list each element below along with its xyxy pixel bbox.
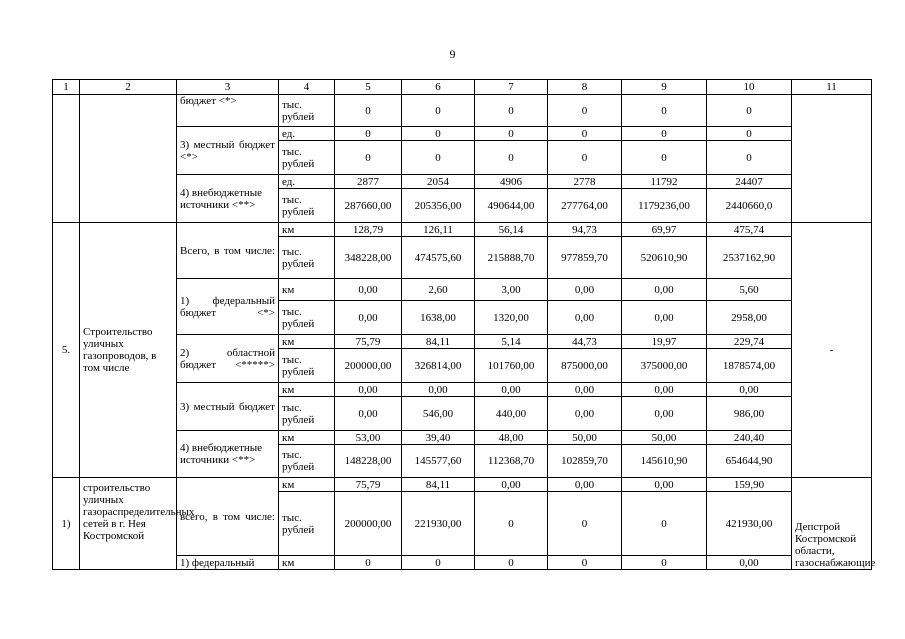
col-header: 9 xyxy=(622,80,707,95)
value-cell: 0 xyxy=(707,95,792,127)
source-cell: бюджет <*> xyxy=(177,95,279,127)
value-cell: 0 xyxy=(335,141,402,175)
value-cell: 11792 xyxy=(622,175,707,189)
value-cell: 50,00 xyxy=(622,431,707,445)
value-cell: 1179236,00 xyxy=(622,189,707,223)
source-cell: 3) местный бюджет xyxy=(177,383,279,431)
value-cell: 0 xyxy=(622,95,707,127)
unit-cell: км xyxy=(279,431,335,445)
value-cell: 0,00 xyxy=(622,279,707,301)
unit-cell: тыс. рублей xyxy=(279,445,335,478)
value-cell: 128,79 xyxy=(335,223,402,237)
unit-cell: тыс. рублей xyxy=(279,492,335,556)
unit-cell: ед. xyxy=(279,175,335,189)
value-cell: 475,74 xyxy=(707,223,792,237)
value-cell: 0 xyxy=(622,556,707,570)
value-cell: 474575,60 xyxy=(402,237,475,279)
source-cell: всего, в том числе: xyxy=(177,478,279,556)
col-header: 2 xyxy=(80,80,177,95)
value-cell: 0,00 xyxy=(707,383,792,397)
value-cell: 0 xyxy=(707,141,792,175)
value-cell: 75,79 xyxy=(335,478,402,492)
row-title-cell: Строительство уличных газопроводов, в том числе xyxy=(80,223,177,478)
col-header: 11 xyxy=(792,80,872,95)
value-cell: 0,00 xyxy=(622,301,707,335)
value-cell: 277764,00 xyxy=(548,189,622,223)
value-cell: 50,00 xyxy=(548,431,622,445)
table-row xyxy=(53,223,872,237)
value-cell: 0 xyxy=(548,556,622,570)
value-cell: 0,00 xyxy=(622,397,707,431)
value-cell: 229,74 xyxy=(707,335,792,349)
value-cell: 0 xyxy=(475,141,548,175)
col-header: 7 xyxy=(475,80,548,95)
value-cell: 0 xyxy=(622,492,707,556)
value-cell: 2958,00 xyxy=(707,301,792,335)
value-cell: 0 xyxy=(335,95,402,127)
value-cell: 421930,00 xyxy=(707,492,792,556)
value-cell: 0 xyxy=(402,127,475,141)
value-cell: 0 xyxy=(548,95,622,127)
value-cell: 1878574,00 xyxy=(707,349,792,383)
col-header: 4 xyxy=(279,80,335,95)
value-cell: 215888,70 xyxy=(475,237,548,279)
value-cell: 0,00 xyxy=(335,301,402,335)
value-cell: 0 xyxy=(335,127,402,141)
value-cell: 48,00 xyxy=(475,431,548,445)
value-cell: 2440660,0 xyxy=(707,189,792,223)
value-cell: 94,73 xyxy=(548,223,622,237)
value-cell: 102859,70 xyxy=(548,445,622,478)
value-cell: 221930,00 xyxy=(402,492,475,556)
value-cell: 0 xyxy=(475,556,548,570)
source-cell: 4) внебюджетные источники <**> xyxy=(177,431,279,478)
value-cell: 0 xyxy=(707,127,792,141)
value-cell: 875000,00 xyxy=(548,349,622,383)
value-cell: 0,00 xyxy=(622,383,707,397)
executor-cell: - xyxy=(792,223,872,478)
unit-cell: тыс. рублей xyxy=(279,397,335,431)
value-cell: 977859,70 xyxy=(548,237,622,279)
value-cell: 0 xyxy=(548,127,622,141)
executor-cell: Депстрой Костромской области, газоснабжающие xyxy=(792,478,872,570)
value-cell: 0 xyxy=(335,556,402,570)
unit-cell: тыс. рублей xyxy=(279,349,335,383)
source-cell: 3) местный бюджет <*> xyxy=(177,127,279,175)
value-cell: 2778 xyxy=(548,175,622,189)
value-cell: 5,14 xyxy=(475,335,548,349)
unit-cell: км xyxy=(279,279,335,301)
source-cell: 1) федеральный бюджет <*> xyxy=(177,279,279,335)
value-cell: 4906 xyxy=(475,175,548,189)
value-cell: 39,40 xyxy=(402,431,475,445)
row-number-cell: 5. xyxy=(53,223,80,478)
value-cell: 0,00 xyxy=(548,301,622,335)
source-cell: 1) федеральный xyxy=(177,556,279,570)
value-cell: 159,90 xyxy=(707,478,792,492)
value-cell: 520610,90 xyxy=(622,237,707,279)
col-header: 8 xyxy=(548,80,622,95)
value-cell: 240,40 xyxy=(707,431,792,445)
value-cell: 0,00 xyxy=(335,383,402,397)
value-cell: 145577,60 xyxy=(402,445,475,478)
value-cell: 0,00 xyxy=(335,279,402,301)
source-cell: Всего, в том числе: xyxy=(177,223,279,279)
value-cell: 0,00 xyxy=(402,383,475,397)
value-cell: 19,97 xyxy=(622,335,707,349)
value-cell: 44,73 xyxy=(548,335,622,349)
source-cell: 2) областной бюджет <*****> xyxy=(177,335,279,383)
unit-cell: тыс. рублей xyxy=(279,189,335,223)
row-number-cell xyxy=(53,95,80,223)
unit-cell: тыс. рублей xyxy=(279,95,335,127)
row-number-cell: 1) xyxy=(53,478,80,570)
value-cell: 0 xyxy=(548,492,622,556)
value-cell: 0 xyxy=(402,556,475,570)
value-cell: 101760,00 xyxy=(475,349,548,383)
value-cell: 0,00 xyxy=(335,397,402,431)
value-cell: 0 xyxy=(402,95,475,127)
value-cell: 2537162,90 xyxy=(707,237,792,279)
unit-cell: ед. xyxy=(279,127,335,141)
executor-cell xyxy=(792,95,872,223)
value-cell: 348228,00 xyxy=(335,237,402,279)
value-cell: 326814,00 xyxy=(402,349,475,383)
value-cell: 205356,00 xyxy=(402,189,475,223)
value-cell: 200000,00 xyxy=(335,349,402,383)
unit-cell: км xyxy=(279,335,335,349)
value-cell: 200000,00 xyxy=(335,492,402,556)
value-cell: 148228,00 xyxy=(335,445,402,478)
value-cell: 440,00 xyxy=(475,397,548,431)
unit-cell: км xyxy=(279,478,335,492)
value-cell: 1320,00 xyxy=(475,301,548,335)
value-cell: 2,60 xyxy=(402,279,475,301)
value-cell: 0,00 xyxy=(548,383,622,397)
unit-cell: тыс. рублей xyxy=(279,301,335,335)
row-title-cell: строительство уличных газораспределительных сетей в г. Нея Костромской xyxy=(80,478,177,570)
value-cell: 5,60 xyxy=(707,279,792,301)
value-cell: 0,00 xyxy=(622,478,707,492)
value-cell: 112368,70 xyxy=(475,445,548,478)
unit-cell: тыс. рублей xyxy=(279,141,335,175)
value-cell: 2877 xyxy=(335,175,402,189)
row-title-cell xyxy=(80,95,177,223)
value-cell: 126,11 xyxy=(402,223,475,237)
value-cell: 0 xyxy=(402,141,475,175)
value-cell: 287660,00 xyxy=(335,189,402,223)
value-cell: 986,00 xyxy=(707,397,792,431)
value-cell: 3,00 xyxy=(475,279,548,301)
column-number-row xyxy=(53,80,872,95)
value-cell: 0,00 xyxy=(707,556,792,570)
col-header: 5 xyxy=(335,80,402,95)
unit-cell: км xyxy=(279,556,335,570)
value-cell: 0 xyxy=(475,127,548,141)
value-cell: 0,00 xyxy=(475,478,548,492)
unit-cell: тыс. рублей xyxy=(279,237,335,279)
value-cell: 0 xyxy=(622,127,707,141)
value-cell: 0,00 xyxy=(548,478,622,492)
col-header: 10 xyxy=(707,80,792,95)
source-cell: 4) внебюджетные источники <**> xyxy=(177,175,279,223)
table-row xyxy=(53,95,872,127)
col-header: 1 xyxy=(53,80,80,95)
value-cell: 2054 xyxy=(402,175,475,189)
financing-table xyxy=(52,79,876,570)
value-cell: 0,00 xyxy=(548,279,622,301)
unit-cell: км xyxy=(279,383,335,397)
value-cell: 0,00 xyxy=(475,383,548,397)
value-cell: 375000,00 xyxy=(622,349,707,383)
page-number: 9 xyxy=(449,47,456,61)
value-cell: 24407 xyxy=(707,175,792,189)
value-cell: 654644,90 xyxy=(707,445,792,478)
value-cell: 0 xyxy=(622,141,707,175)
value-cell: 53,00 xyxy=(335,431,402,445)
value-cell: 0 xyxy=(475,492,548,556)
value-cell: 546,00 xyxy=(402,397,475,431)
value-cell: 69,97 xyxy=(622,223,707,237)
value-cell: 75,79 xyxy=(335,335,402,349)
value-cell: 0 xyxy=(548,141,622,175)
value-cell: 84,11 xyxy=(402,478,475,492)
col-header: 6 xyxy=(402,80,475,95)
value-cell: 490644,00 xyxy=(475,189,548,223)
value-cell: 0,00 xyxy=(548,397,622,431)
value-cell: 0 xyxy=(475,95,548,127)
value-cell: 1638,00 xyxy=(402,301,475,335)
col-header: 3 xyxy=(177,80,279,95)
value-cell: 84,11 xyxy=(402,335,475,349)
value-cell: 145610,90 xyxy=(622,445,707,478)
unit-cell: км xyxy=(279,223,335,237)
value-cell: 56,14 xyxy=(475,223,548,237)
table-row xyxy=(53,478,872,492)
